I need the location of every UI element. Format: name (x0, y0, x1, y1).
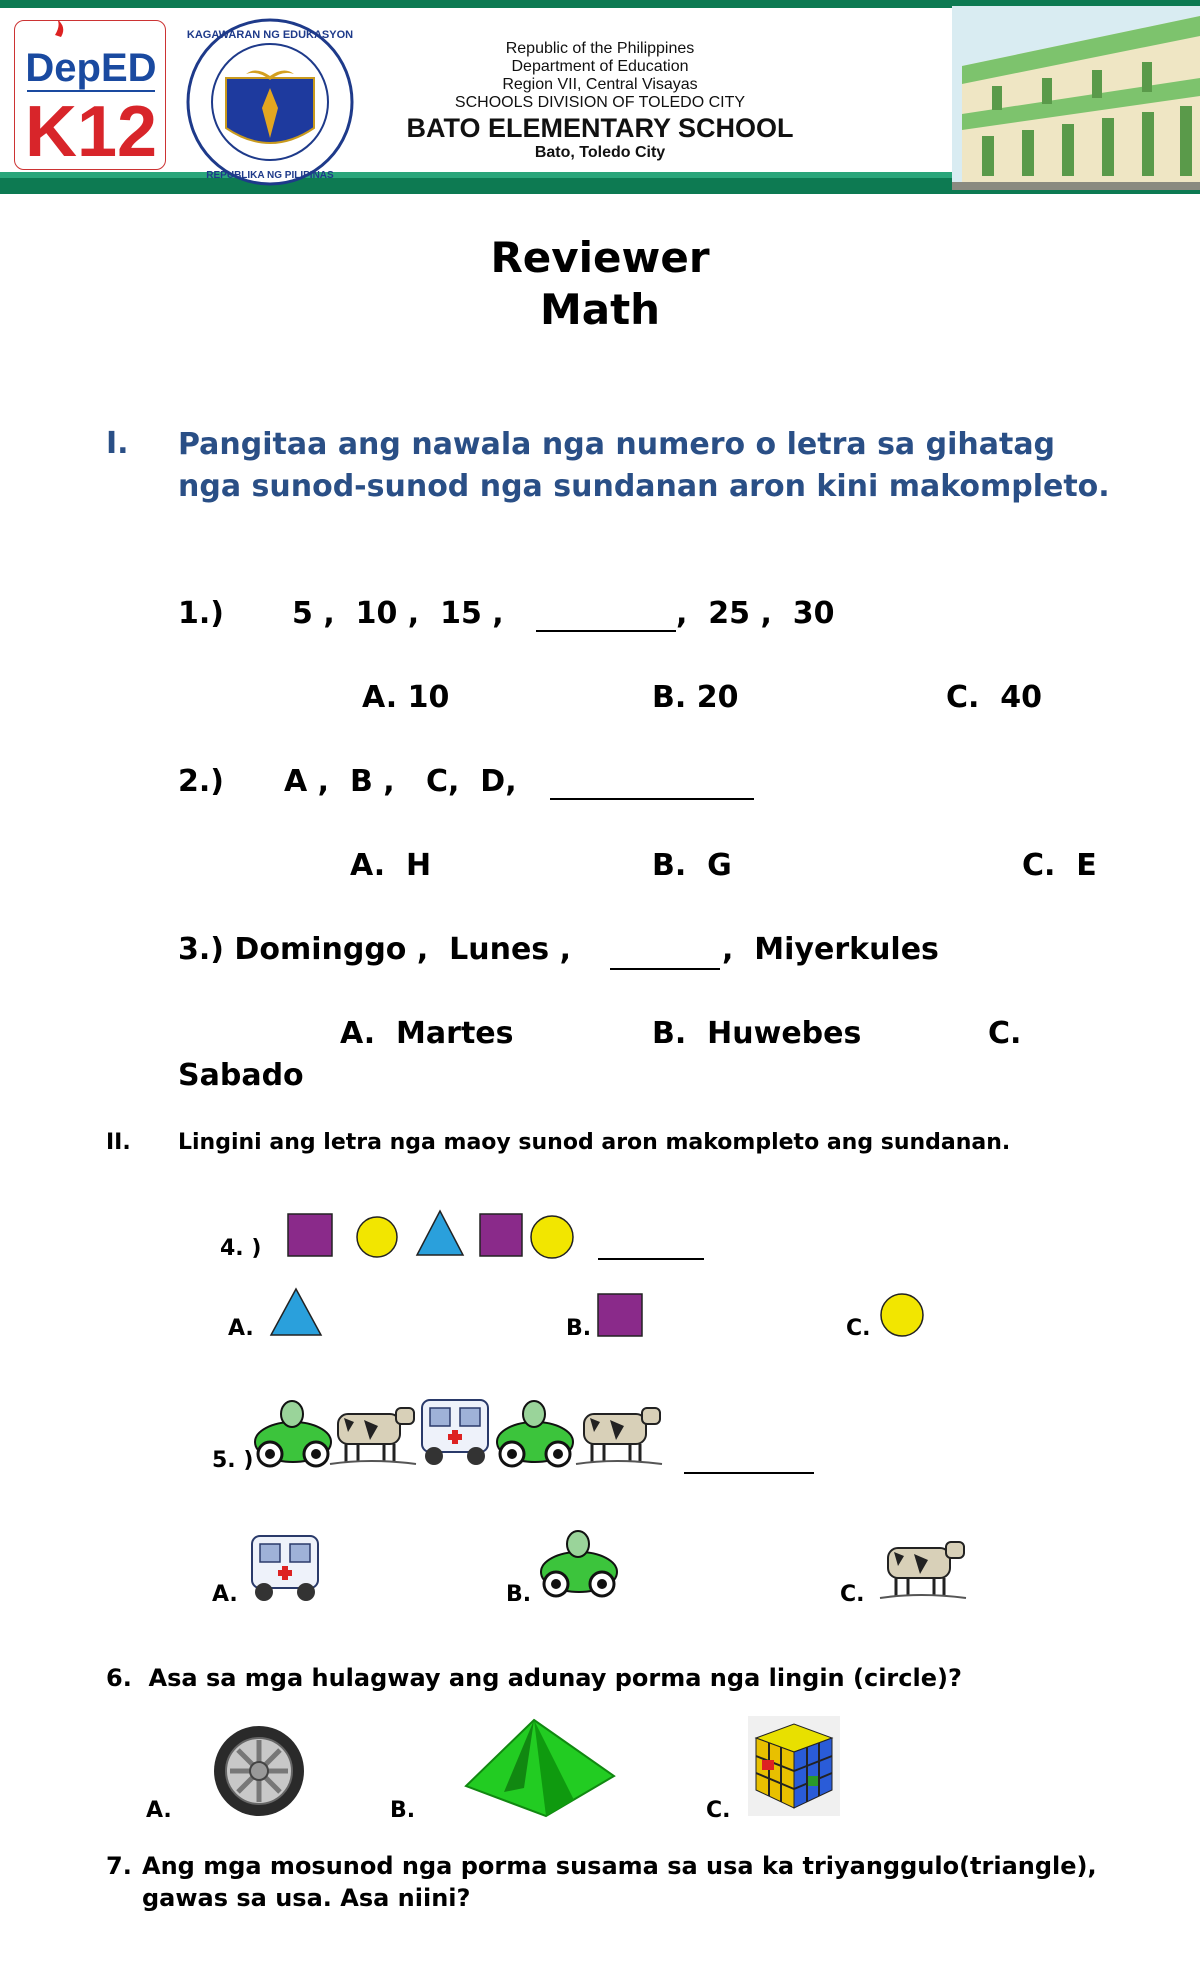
title-reviewer: Reviewer (490, 233, 710, 282)
section-1-instruction: Pangitaa ang nawala nga numero o letra sa gihatag nga sunod-sunod nga sundanan aron kini makompleto. (178, 427, 1110, 504)
q2-option-a[interactable]: A. H (350, 848, 432, 883)
ambulance-icon[interactable] (246, 1530, 324, 1604)
square-icon[interactable] (598, 1294, 642, 1336)
q1-option-b[interactable]: B. 20 (652, 680, 739, 715)
q6-option-a[interactable]: A. (146, 1798, 172, 1823)
q1-answer-blank[interactable] (536, 630, 676, 632)
q5-option-a[interactable]: A. (212, 1582, 238, 1607)
cow-icon[interactable] (880, 1538, 966, 1602)
title-math: Math (539, 285, 661, 334)
q3-option-b[interactable]: B. Huwebes (652, 1016, 862, 1051)
green-car-icon[interactable] (540, 1526, 618, 1598)
q1-sequence-start: 5 , 10 , 15 , (292, 596, 504, 631)
svg-text:DepED: DepED (25, 46, 157, 90)
school-building (952, 6, 1200, 190)
header-school-name: BATO ELEMENTARY SCHOOL (406, 113, 794, 143)
triangle-icon[interactable] (270, 1288, 322, 1336)
q2-label: 2.) (178, 764, 224, 799)
green-car-icon (254, 1396, 332, 1468)
q3-option-c[interactable]: C. (988, 1016, 1022, 1051)
green-car-icon (496, 1396, 574, 1468)
ambulance-icon (416, 1394, 494, 1468)
circle-shape (356, 1216, 398, 1258)
header-republic: Republic of the Philippines (505, 40, 695, 57)
q5-label: 5. ) (212, 1448, 254, 1473)
q5-option-c[interactable]: C. (840, 1582, 865, 1607)
school-header (0, 0, 1200, 196)
cow-icon (330, 1404, 416, 1468)
q1-sequence-end: , 25 , 30 (676, 596, 835, 631)
q3-option-c-text: Sabado (178, 1058, 304, 1093)
q4-answer-blank[interactable] (598, 1258, 704, 1260)
section-1-number: I. (106, 426, 129, 461)
circle-shape (530, 1216, 574, 1258)
svg-text:KAGAWARAN NG EDUKASYON: KAGAWARAN NG EDUKASYON (186, 29, 354, 41)
q4-label: 4. ) (220, 1236, 262, 1261)
q3-answer-blank[interactable] (610, 968, 720, 970)
q6-option-c[interactable]: C. (706, 1798, 731, 1823)
q7-question: Ang mga mosunod nga porma susama sa usa ka triyanggulo(triangle), gawas sa usa. Asa niini? (142, 1852, 1097, 1912)
header-city: Bato, Toledo City (534, 144, 666, 161)
q5-answer-blank[interactable] (684, 1472, 814, 1474)
q3-option-a[interactable]: A. Martes (340, 1016, 514, 1051)
header-text (380, 40, 820, 162)
header-division: SCHOOLS DIVISION OF TOLEDO CITY (454, 94, 746, 111)
page-title (0, 232, 1200, 336)
q3-label: 3.) Dominggo , Lunes , (178, 932, 572, 967)
rubiks-cube-icon[interactable] (748, 1716, 840, 1816)
triangle-shape (416, 1210, 464, 1256)
q1-label: 1.) (178, 596, 224, 631)
q4-option-a[interactable]: A. (228, 1316, 254, 1341)
q6-option-b[interactable]: B. (390, 1798, 416, 1823)
q1-option-a[interactable]: A. 10 (362, 680, 450, 715)
header-department: Department of Education (511, 58, 689, 75)
q5-option-b[interactable]: B. (506, 1582, 532, 1607)
q7-number: 7. (106, 1852, 132, 1880)
q1-option-c[interactable]: C. 40 (946, 680, 1043, 715)
q4-option-c[interactable]: C. (846, 1316, 871, 1341)
deped-logo (14, 20, 166, 170)
cow-icon (576, 1404, 662, 1468)
q4-option-b[interactable]: B. (566, 1316, 592, 1341)
q2-option-b[interactable]: B. G (652, 848, 732, 883)
q2-sequence: A , B , C, D, (284, 764, 517, 799)
tire-icon[interactable] (212, 1724, 306, 1818)
q3-sequence-end: , Miyerkules (722, 932, 939, 967)
section-2-number: II. (106, 1130, 131, 1155)
header-region: Region VII, Central Visayas (502, 76, 698, 93)
q2-option-c[interactable]: C. E (1022, 848, 1097, 883)
tent-icon[interactable] (464, 1716, 616, 1818)
svg-text:REPUBLIKA NG PILIPINAS: REPUBLIKA NG PILIPINAS (206, 170, 334, 181)
deped-seal (186, 18, 354, 186)
q6-question: 6. Asa sa mga hulagway ang adunay porma nga lingin (circle)? (106, 1664, 962, 1692)
square-shape (288, 1214, 332, 1256)
q2-answer-blank[interactable] (550, 798, 754, 800)
circle-icon[interactable] (880, 1294, 924, 1336)
section-2-instruction: Lingini ang letra nga maoy sunod aron makompleto ang sundanan. (178, 1130, 1011, 1155)
square-shape (480, 1214, 522, 1256)
svg-text:K12: K12 (24, 92, 158, 171)
